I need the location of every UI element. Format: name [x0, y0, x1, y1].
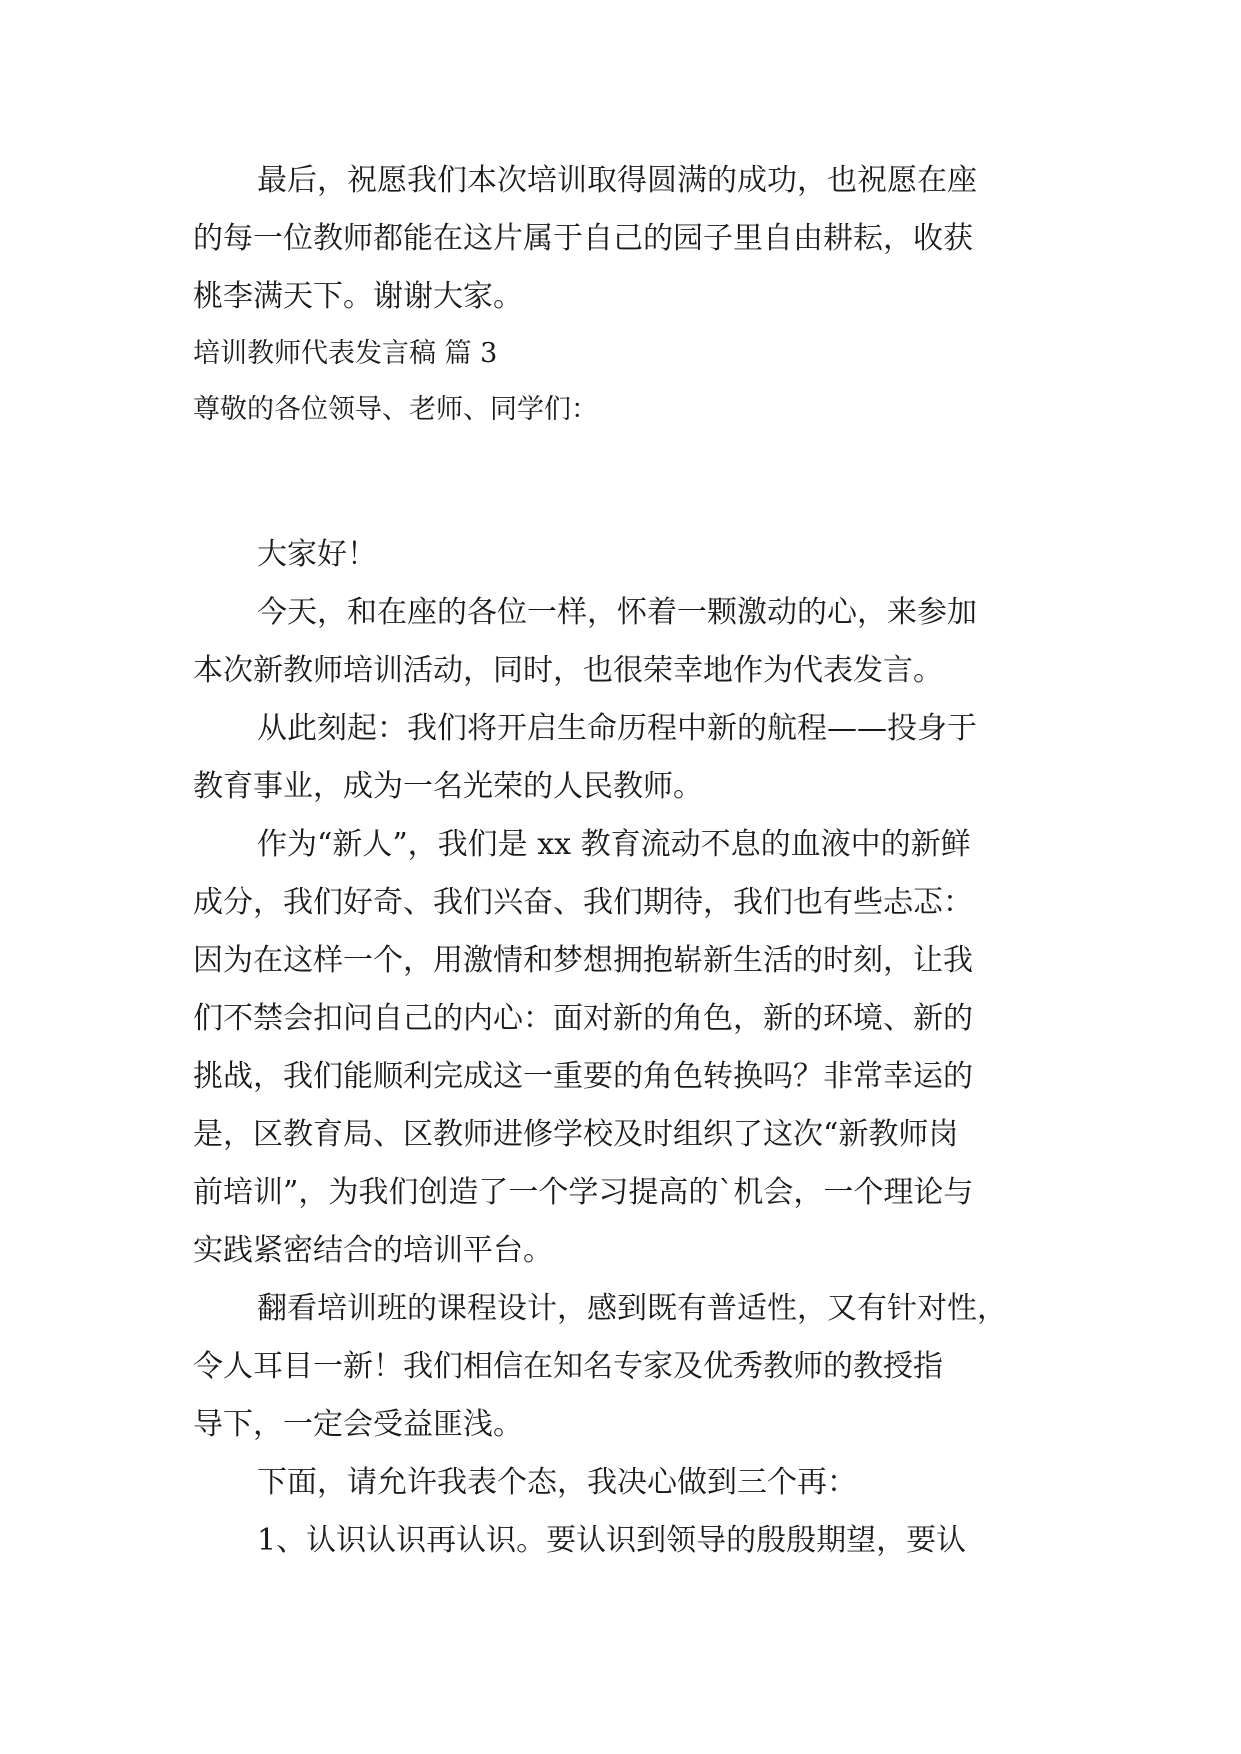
paragraph-4 [193, 1280, 1053, 1454]
paragraph-5 [193, 1454, 1053, 1512]
paragraph-line: 今天，和在座的各位一样，怀着一颗激动的心，来参加 [257, 595, 977, 630]
paragraph-line: 们不禁会扣问自己的内心：面对新的角色，新的环境、新的 [193, 1001, 973, 1036]
paragraph-line: 前培训”，为我们创造了一个学习提高的`机会，一个理论与 [193, 1175, 974, 1210]
paragraph-3 [193, 816, 1053, 1280]
paragraph-2 [193, 700, 1053, 816]
paragraph-line: 挑战，我们能顺利完成这一重要的角色转换吗？非常幸运的 [193, 1059, 973, 1094]
salutation: 尊敬的各位领导、老师、同学们： [193, 394, 598, 425]
paragraph-line: 教育事业，成为一名光荣的人民教师。 [193, 769, 703, 804]
document-body [193, 152, 1053, 1570]
blank-space [193, 438, 1053, 526]
paragraph-line: 1、认识认识再认识。要认识到领导的殷殷期望，要认 [257, 1523, 967, 1558]
paragraph-line: 令人耳目一新！我们相信在知名专家及优秀教师的教授指 [193, 1349, 943, 1384]
paragraph-line: 从此刻起：我们将开启生命历程中新的航程——投身于 [257, 711, 977, 746]
paragraph-line: 下面，请允许我表个态，我决心做到三个再： [257, 1465, 857, 1500]
paragraph-line: 因为在这样一个，用激情和梦想拥抱崭新生活的时刻，让我 [193, 943, 973, 978]
paragraph-line: 桃李满天下。谢谢大家。 [193, 279, 523, 314]
paragraph-line: 实践紧密结合的培训平台。 [193, 1233, 553, 1268]
paragraph-line: 的每一位教师都能在这片属于自己的园子里自由耕耘，收获 [193, 221, 973, 256]
paragraph-line: 翻看培训班的课程设计，感到既有普适性，又有针对性， [257, 1291, 1007, 1326]
paragraph-line: 作为“新人”，我们是 xx 教育流动不息的血液中的新鲜 [257, 827, 971, 862]
paragraph-line: 导下，一定会受益匪浅。 [193, 1407, 523, 1442]
section-title: 培训教师代表发言稿 篇 3 [193, 338, 498, 369]
paragraph-line: 最后，祝愿我们本次培训取得圆满的成功，也祝愿在座 [257, 163, 977, 198]
paragraph-1 [193, 584, 1053, 700]
paragraph-6 [193, 1512, 1053, 1570]
paragraph-line: 本次新教师培训活动，同时，也很荣幸地作为代表发言。 [193, 653, 943, 688]
closing-paragraph [193, 152, 1053, 326]
paragraph-line: 是，区教育局、区教师进修学校及时组织了这次“新教师岗 [193, 1117, 959, 1152]
greeting: 大家好！ [257, 537, 377, 572]
paragraph-line: 成分，我们好奇、我们兴奋、我们期待，我们也有些忐忑： [193, 885, 973, 920]
